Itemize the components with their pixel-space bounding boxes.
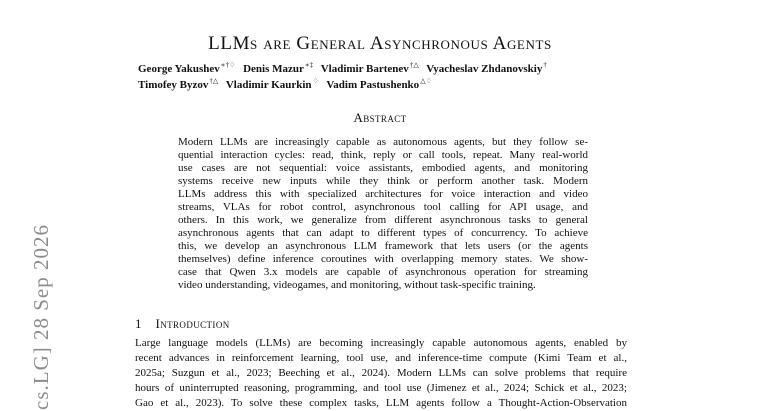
author-affiliation-marks: △♢: [420, 77, 432, 85]
author: [243, 63, 313, 75]
introduction-body: [135, 336, 627, 411]
author: [138, 63, 235, 75]
author: [326, 79, 432, 91]
author-row-1: [138, 61, 552, 75]
author-name: Vladimir Kaurkin: [225, 78, 312, 91]
section-heading: [135, 316, 230, 332]
author-name: Vladimir Bartenev: [320, 62, 409, 75]
author-row-2: [138, 77, 437, 91]
abstract-line: quential interaction cycles: read, think, reply or call tools, repeat. Many real-world: [178, 149, 588, 161]
author-affiliation-marks: ♢: [312, 77, 319, 85]
author-name: Vyacheslav Zhdanovskiy: [426, 62, 543, 75]
abstract-body: [178, 136, 588, 292]
abstract-line: asynchronous agents that can adapt to different types of concurrency. To achieve: [178, 227, 588, 239]
author-name: Timofey Byzov: [138, 78, 209, 91]
abstract-line: Modern LLMs are increasingly capable as autonomous agents, but they follow se-: [178, 136, 588, 148]
section-number: 1: [135, 316, 142, 331]
author: [226, 79, 319, 91]
paper-title: LLMs are General Asynchronous Agents: [208, 33, 552, 54]
intro-line: Large language models (LLMs) are becoming increasingly capable autonomous agents, enabled by: [135, 337, 627, 349]
author: [321, 63, 419, 75]
abstract-line: themselves) define inference coroutines with overlapping memory states. We show-: [178, 253, 588, 265]
abstract-line: use cases are not sequential: voice assistants, embodied agents, and monitoring: [178, 162, 588, 174]
abstract-line: streams, VLAs for robot control, asynchronous tool calling for API usage, and: [178, 201, 588, 213]
author: [426, 63, 547, 75]
author: [138, 79, 218, 91]
author-affiliation-marks: †: [543, 61, 547, 69]
intro-line: hours of uninterrupted reasoning, programming, and tool use (Jimenez et al., 2024; Schick et al., 2023;: [135, 382, 627, 394]
intro-line: Gao et al., 2023). To solve these complex tasks, LLM agents follow a Thought-Action-Observation: [135, 397, 627, 409]
author-affiliation-marks: †△: [209, 77, 219, 85]
author-affiliation-marks: ∗†♢: [220, 61, 236, 69]
intro-line: recent advances in reinforcement learning, tool use, and inference-time compute (Kimi Team et al.,: [135, 352, 627, 364]
section-title: Introduction: [155, 316, 230, 331]
abstract-line: case that Qwen 3.x models are capable of asynchronous operation for streaming: [178, 266, 588, 278]
abstract-line: this, we develop an asynchronous LLM framework that lets users (or the agents: [178, 240, 588, 252]
arxiv-side-stamp: cs.LG] 28 Sep 2026: [29, 224, 53, 410]
author-affiliation-marks: ∗‡: [304, 61, 314, 69]
author-name: Vadim Pastushenko: [326, 78, 420, 91]
author-name: George Yakushev: [138, 62, 220, 75]
intro-line: 2025a; Suzgun et al., 2023; Beeching et al., 2024). Modern LLMs can solve problems that require: [135, 367, 627, 379]
abstract-heading: Abstract: [353, 110, 407, 125]
author-affiliation-marks: †△: [409, 61, 419, 69]
abstract-line: video understanding, videogames, and monitoring, without task-specific training.: [178, 279, 536, 291]
author-name: Denis Mazur: [243, 62, 304, 75]
abstract-line: systems receive new inputs while they think or perform another task. Modern: [178, 175, 588, 187]
abstract-line: others. In this work, we generalize from different asynchronous tasks to general: [178, 214, 588, 226]
abstract-line: LLMs address this with specialized architectures for voice interaction and video: [178, 188, 588, 200]
